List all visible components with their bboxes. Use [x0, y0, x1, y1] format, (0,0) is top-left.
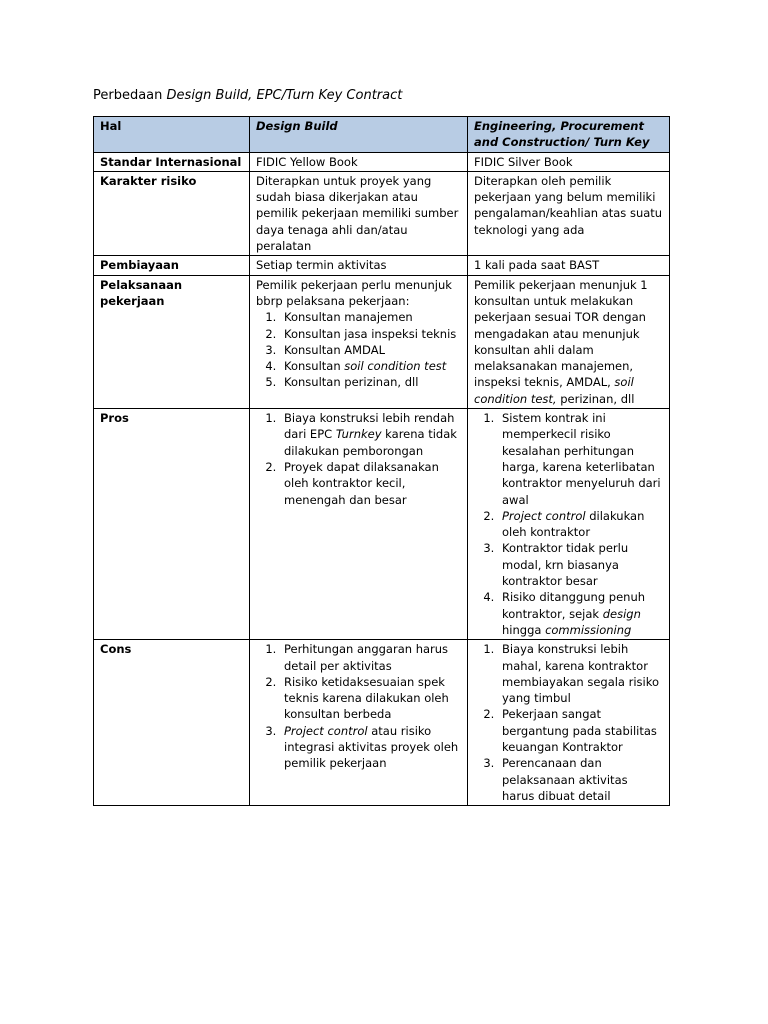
item-text: dilakukan oleh kontraktor — [502, 508, 645, 540]
item-italic: design — [602, 606, 641, 621]
karakter-epc: Diterapkan oleh pemilik pekerjaan yang belum memiliki pengalaman/keahlian atas suatu teknologi yang ada — [468, 171, 670, 255]
cons-design-build — [250, 640, 468, 806]
list-item: 1. Perhitungan anggaran harus detail per aktivitas — [280, 641, 461, 674]
row-label-karakter: Karakter risiko — [94, 171, 250, 255]
pros-db-list — [256, 410, 461, 508]
item-text: karena tidak dilakukan pemborongan — [284, 427, 457, 458]
header-row — [94, 117, 670, 153]
pelaksanaan-list — [256, 309, 461, 390]
row-label-pelaksanaan: Pelaksanaan pekerjaan — [94, 275, 250, 408]
list-item — [280, 358, 461, 374]
pelaksanaan-intro: Pemilik pekerjaan perlu menunjuk bbrp pelaksana pekerjaan: — [256, 277, 452, 308]
cons-epc — [468, 640, 670, 806]
pros-epc-list — [474, 410, 663, 638]
item-text: hingga — [502, 622, 546, 637]
document-title — [93, 88, 402, 103]
list-item: 3. Perencanaan dan pelaksanaan aktivitas harus dibuat detail — [498, 755, 663, 804]
list-item: 2. Risiko ketidaksesuaian spek teknis karena dilakukan oleh konsultan berbeda — [280, 674, 461, 723]
item-text: Biaya konstruksi lebih rendah dari EPC — [284, 411, 455, 442]
table-row — [94, 409, 670, 640]
list-item — [498, 589, 663, 638]
header-epc: Engineering, Procurement and Construction/ Turn Key — [468, 117, 670, 153]
header-hal: Hal — [94, 117, 250, 153]
standar-design-build: FIDIC Yellow Book — [250, 152, 468, 171]
pelaksanaan-epc-italic: soil condition test, — [474, 375, 634, 406]
row-label-pembiayaan: Pembiayaan — [94, 256, 250, 275]
pelaksanaan-epc-end: perizinan, dll — [556, 391, 635, 406]
item-italic: commissioning — [545, 622, 632, 637]
list-item — [280, 723, 461, 772]
list-item: 5. Konsultan perizinan, dll — [280, 374, 461, 390]
table-row — [94, 256, 670, 275]
item-italic: Turnkey — [335, 427, 382, 442]
pros-design-build — [250, 409, 468, 640]
list-item: 1. Biaya konstruksi lebih mahal, karena kontraktor membiayakan segala risiko yang timbul — [498, 641, 663, 706]
item-italic: soil condition test — [344, 359, 447, 374]
item-italic: Project control — [284, 723, 368, 738]
list-item: 2. Konsultan jasa inspeksi teknis — [280, 326, 461, 342]
item-text: Konsultan — [284, 359, 345, 374]
header-design-build: Design Build — [250, 117, 468, 153]
pembiayaan-epc: 1 kali pada saat BAST — [468, 256, 670, 275]
list-item: 1. Sistem kontrak ini memperkecil risiko kesalahan perhitungan harga, karena keterlibatan kontraktor menyeluruh dari awal — [498, 410, 663, 508]
list-item: 2. Pekerjaan sangat bergantung pada stabilitas keuangan Kontraktor — [498, 706, 663, 755]
pros-epc — [468, 409, 670, 640]
row-label-cons: Cons — [94, 640, 250, 806]
row-label-standar: Standar Internasional — [94, 152, 250, 171]
table-row — [94, 640, 670, 806]
list-item: 3. Konsultan AMDAL — [280, 342, 461, 358]
item-italic: Project control — [502, 508, 586, 523]
row-label-pros: Pros — [94, 409, 250, 640]
item-text: atau risiko integrasi aktivitas proyek oleh pemilik pekerjaan — [284, 723, 459, 771]
table-row — [94, 152, 670, 171]
pelaksanaan-epc-text: Pemilik pekerjaan menunjuk 1 konsultan untuk melakukan pekerjaan sesuai TOR dengan mengadakan atau menunjuk konsultan ahli dalam melaksanakan manajemen, inspeksi teknis, AMDAL, — [474, 277, 648, 390]
comparison-table — [93, 116, 670, 806]
pelaksanaan-design-build — [250, 275, 468, 408]
list-item: 1. Konsultan manajemen — [280, 309, 461, 325]
list-item — [498, 508, 663, 541]
standar-epc: FIDIC Silver Book — [468, 152, 670, 171]
table-row — [94, 171, 670, 255]
pelaksanaan-epc — [468, 275, 670, 408]
karakter-design-build: Diterapkan untuk proyek yang sudah biasa dikerjakan atau pemilik pekerjaan memiliki sumber daya tenaga ahli dan/atau peralatan — [250, 171, 468, 255]
list-item: 2. Proyek dapat dilaksanakan oleh kontraktor kecil, menengah dan besar — [280, 459, 461, 508]
table-row — [94, 275, 670, 408]
list-item: 3. Kontraktor tidak perlu modal, krn biasanya kontraktor besar — [498, 540, 663, 589]
title-prefix: Perbedaan — [93, 88, 167, 103]
list-item — [280, 410, 461, 459]
pembiayaan-design-build: Setiap termin aktivitas — [250, 256, 468, 275]
title-italic: Design Build, EPC/Turn Key Contract — [166, 88, 403, 103]
cons-epc-list — [474, 641, 663, 804]
cons-db-list — [256, 641, 461, 771]
item-text: Risiko ditanggung penuh kontraktor, sejak — [502, 590, 646, 621]
